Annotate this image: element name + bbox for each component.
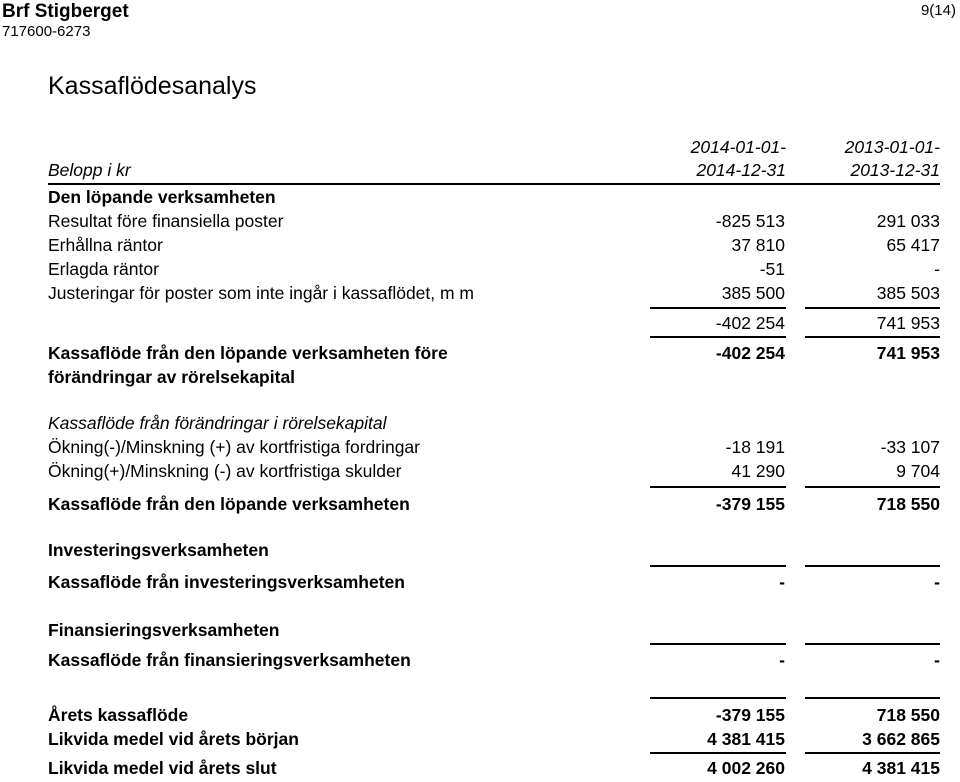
row-value-2013: 9 704 — [896, 461, 940, 481]
row-label: Ökning(-)/Minskning (+) av kortfristiga fordringar — [48, 437, 420, 457]
subtotal-rule — [650, 486, 786, 488]
row-value-2014: -825 513 — [715, 211, 785, 231]
table-row — [48, 259, 940, 283]
subtotal-rule — [650, 643, 786, 645]
row-label: förändringar av rörelsekapital — [48, 367, 296, 387]
row-label: Kassaflöde från den löpande verksamheten före — [48, 343, 448, 363]
row-value-2013: 718 550 — [876, 705, 940, 725]
table-row — [48, 650, 940, 674]
page-number: 9(14) — [920, 2, 956, 19]
row-label: Ökning(+)/Minskning (-) av kortfristiga skulder — [48, 461, 402, 481]
table-row — [48, 729, 940, 753]
total-rule — [805, 752, 940, 754]
row-value-2014: 37 810 — [731, 235, 785, 255]
subtotal-rule — [650, 565, 786, 567]
subtotal-rule — [650, 307, 786, 309]
period2-end: 2013-12-31 — [850, 160, 940, 180]
row-value-2013: - — [934, 650, 940, 670]
row-value-2013: -33 107 — [880, 437, 940, 457]
total-rule — [650, 752, 786, 754]
table-row — [48, 235, 940, 259]
row-value-2014: 385 500 — [721, 283, 785, 303]
row-label: Kassaflöde från den löpande verksamheten — [48, 494, 410, 514]
row-value-2014: -51 — [759, 259, 785, 279]
section-heading — [48, 413, 940, 437]
row-value-2014: -18 191 — [725, 437, 785, 457]
table-row — [48, 705, 940, 729]
row-label: Kassaflöde från finansieringsverksamheten — [48, 650, 411, 670]
table-row — [48, 343, 940, 367]
row-value-2013: 385 503 — [876, 283, 940, 303]
row-value-2014: 41 290 — [731, 461, 785, 481]
row-label: Kassaflöde från investeringsverksamheten — [48, 572, 405, 592]
row-label: Erlagda räntor — [48, 259, 159, 279]
section-heading — [48, 540, 940, 564]
table-row — [48, 494, 940, 518]
row-label: Investeringsverksamheten — [48, 540, 269, 560]
row-value-2014: 4 002 260 — [707, 758, 785, 778]
row-value-2014: -402 254 — [715, 313, 785, 333]
table-row — [48, 572, 940, 596]
subtotal-rule — [805, 697, 940, 699]
row-label: Finansieringsverksamheten — [48, 620, 280, 640]
row-label: Erhållna räntor — [48, 235, 163, 255]
row-label: Justeringar för poster som inte ingår i kassaflödet, m m — [48, 283, 475, 303]
table-row — [48, 211, 940, 235]
row-value-2013: - — [934, 259, 940, 279]
subtotal-rule — [805, 307, 940, 309]
row-value-2013: 4 381 415 — [862, 758, 940, 778]
page-title: Kassaflödesanalys — [48, 72, 257, 100]
period1-start: 2014-01-01- — [690, 137, 786, 157]
row-value-2013: 741 953 — [876, 343, 940, 363]
row-label: Årets kassaflöde — [48, 705, 189, 725]
row-label: Likvida medel vid årets början — [48, 729, 299, 749]
row-value-2013: 741 953 — [876, 313, 940, 333]
table-row — [48, 187, 940, 211]
row-label: Likvida medel vid årets slut — [48, 758, 277, 778]
row-value-2013: - — [934, 572, 940, 592]
subtotal-rule — [805, 486, 940, 488]
row-label: Resultat före finansiella poster — [48, 211, 284, 231]
subtotal-rule — [650, 336, 786, 338]
header-rule — [48, 183, 940, 185]
row-value-2014: -379 155 — [715, 494, 785, 514]
row-value-2013: 3 662 865 — [862, 729, 940, 749]
subtotal-rule — [805, 643, 940, 645]
row-value-2013: 291 033 — [876, 211, 940, 231]
row-value-2013: 718 550 — [876, 494, 940, 514]
subtotal-row — [48, 313, 940, 337]
row-label: Kassaflöde från förändringar i rörelsekapital — [48, 413, 387, 433]
subtotal-rule — [650, 697, 786, 699]
section-heading — [48, 620, 940, 644]
row-label: Den löpande verksamheten — [48, 187, 276, 207]
subtotal-rule — [805, 336, 940, 338]
row-value-2014: 4 381 415 — [707, 729, 785, 749]
period1-end: 2014-12-31 — [696, 160, 786, 180]
amount-unit-label: Belopp i kr — [48, 160, 131, 180]
row-value-2013: 65 417 — [886, 235, 940, 255]
row-value-2014: - — [779, 572, 785, 592]
period2-start: 2013-01-01- — [844, 137, 940, 157]
table-row — [48, 461, 940, 485]
table-row — [48, 758, 940, 782]
organization-number: 717600-6273 — [2, 23, 91, 40]
row-value-2014: -402 254 — [715, 343, 785, 363]
organization-name: Brf Stigberget — [2, 1, 129, 22]
table-row — [48, 367, 940, 391]
row-value-2014: -379 155 — [715, 705, 785, 725]
table-row — [48, 437, 940, 461]
subtotal-rule — [805, 565, 940, 567]
row-value-2014: - — [779, 650, 785, 670]
table-row — [48, 283, 940, 307]
